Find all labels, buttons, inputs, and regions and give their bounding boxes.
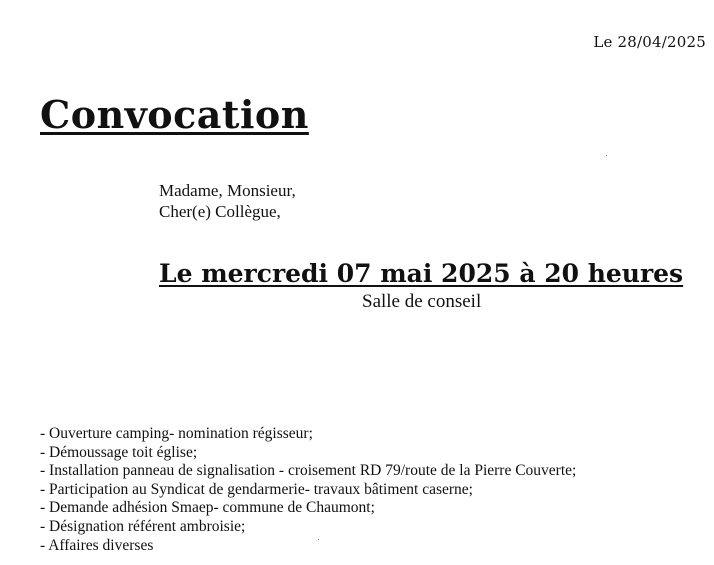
agenda-list: [40, 425, 576, 555]
scan-speck: [318, 539, 319, 540]
agenda-item: - Demande adhésion Smaep- commune de Chaumont;: [40, 499, 576, 518]
greeting-line-2: Cher(e) Collègue,: [159, 202, 281, 221]
greeting: [159, 180, 296, 222]
agenda-item: - Démoussage toit église;: [40, 444, 576, 463]
greeting-line-1: Madame, Monsieur,: [159, 181, 296, 200]
document-date: Le 28/04/2025: [593, 33, 706, 51]
scan-speck: [606, 155, 607, 156]
meeting-datetime: Le mercredi 07 mai 2025 à 20 heures: [159, 259, 684, 288]
agenda-item: - Participation au Syndicat de gendarmerie- travaux bâtiment caserne;: [40, 481, 576, 500]
agenda-item: - Désignation référent ambroisie;: [40, 518, 576, 537]
agenda-item: - Affaires diverses: [40, 537, 576, 556]
meeting-location: Salle de conseil: [362, 291, 482, 312]
document-title: Convocation: [40, 92, 309, 137]
agenda-item: - Ouverture camping- nomination régisseur;: [40, 425, 576, 444]
agenda-item: - Installation panneau de signalisation - croisement RD 79/route de la Pierre Couverte;: [40, 462, 576, 481]
